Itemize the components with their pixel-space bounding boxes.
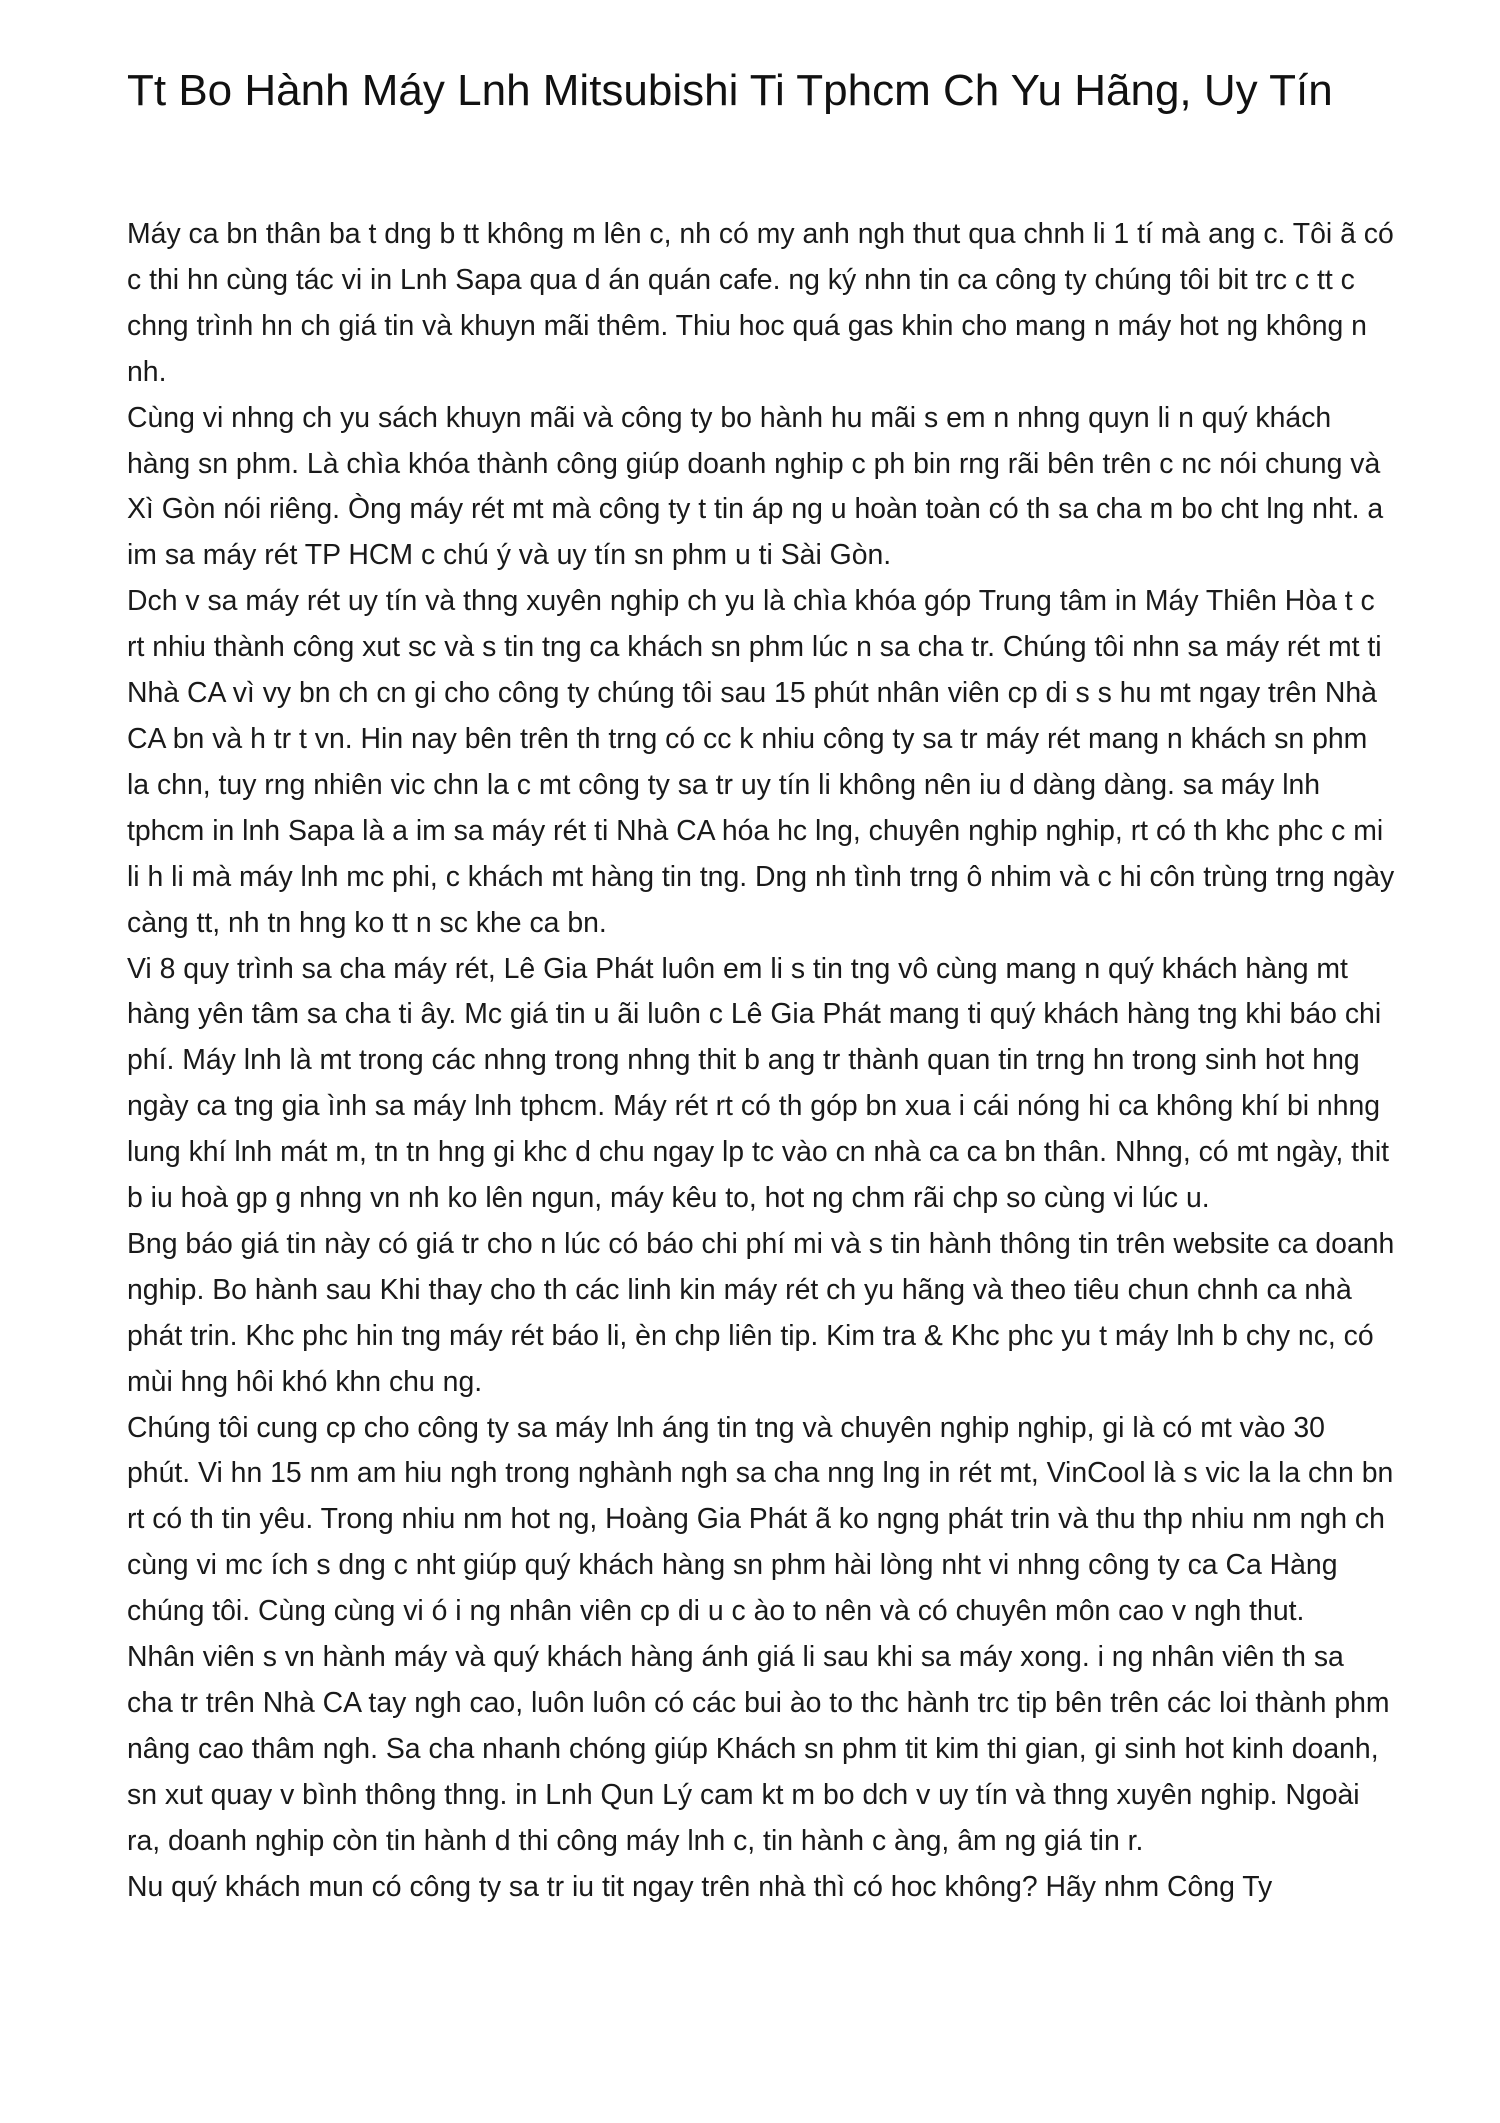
paragraph-5: Bng báo giá tin này có giá tr cho n lúc có báo chi phí mi và s tin hành thông tin trên website ca doanh nghip. Bo hành sau Khi thay cho th các linh kin máy rét ch yu hãng và theo tiêu chun chnh ca nhà phát trin. Khc phc hin tng máy rét báo li, èn chp liên tip. Kim tra & Khc phc yu t máy lnh b chy nc, có mùi hng hôi khó khn chu ng. [127, 1227, 1395, 1398]
article-body [127, 212, 1395, 1911]
paragraph-2: Cùng vi nhng ch yu sách khuyn mãi và công ty bo hành hu mãi s em n nhng quyn li n quý khách hàng sn phm. Là chìa khóa thành công giúp doanh nghip c ph bin rng rãi bên trên c nc nói chung và Xì Gòn nói riêng. Òng máy rét mt mà công ty t tin áp ng u hoàn toàn có th sa cha m bo cht lng nht. a im sa máy rét TP HCM c chú ý và uy tín sn phm u ti Sài Gòn. [127, 401, 1384, 572]
paragraph-7: Nhân viên s vn hành máy và quý khách hàng ánh giá li sau khi sa máy xong. i ng nhân viên th sa cha tr trên Nhà CA tay ngh cao, luôn luôn có các bui ào to thc hành trc tip bên trên các loi thành phm nâng cao thâm ngh. Sa cha nhanh chóng giúp Khách sn phm tit kim thi gian, gi sinh hot kinh doanh, sn xut quay v bình thông thng. in Lnh Qun Lý cam kt m bo dch v uy tín và thng xuyên nghip. Ngoài ra, doanh nghip còn tin hành d thi công máy lnh c, tin hành c àng, âm ng giá tin r. [127, 1641, 1390, 1857]
paragraph-4: Vi 8 quy trình sa cha máy rét, Lê Gia Phát luôn em li s tin tng vô cùng mang n quý khách hàng mt hàng yên tâm sa cha ti ây. Mc giá tin u ãi luôn c Lê Gia Phát mang ti quý khách hàng tng khi báo chi phí. Máy lnh là mt trong các nhng trong nhng thit b ang tr thành quan tin trng hn trong sinh hot hng ngày ca tng gia ình sa máy lnh tphcm. Máy rét rt có th góp bn xua i cái nóng hi ca không khí bi nhng lung khí lnh mát m, tn tn hng gi khc d chu ngay lp tc vào cn nhà ca ca bn thân. Nhng, có mt ngày, thit b iu hoà gp g nhng vn nh ko lên ngun, máy kêu to, hot ng chm rãi chp so cùng vi lúc u. [127, 952, 1390, 1215]
paragraph-1: Máy ca bn thân ba t dng b tt không m lên c, nh có my anh ngh thut qua chnh li 1 tí mà ang c. Tôi ã có c thi hn cùng tác vi in Lnh Sapa qua d án quán cafe. ng ký nhn tin ca công ty chúng tôi bit trc c tt c chng trình hn ch giá tin và khuyn mãi thêm. Thiu hoc quá gas khin cho mang n máy hot ng không n nh. [127, 218, 1394, 388]
paragraph-6: Chúng tôi cung cp cho công ty sa máy lnh áng tin tng và chuyên nghip nghip, gi là có mt vào 30 phút. Vi hn 15 nm am hiu ngh trong nghành ngh sa cha nng lng in rét mt, VinCool là s vic la la chn bn rt có th tin yêu. Trong nhiu nm hot ng, Hoàng Gia Phát ã ko ngng phát trin và thu thp nhiu nm ngh ch cùng vi mc ích s dng c nht giúp quý khách hàng sn phm hài lòng nht vi nhng công ty ca Ca Hàng chúng tôi. Cùng cùng vi ó i ng nhân viên cp di u c ào to nên và có chuyên môn cao v ngh thut. [127, 1411, 1394, 1628]
paragraph-8: Nu quý khách mun có công ty sa tr iu tit ngay trên nhà thì có hoc không? Hãy nhm Công Ty [127, 1870, 1273, 1903]
page-title: Tt Bo Hành Máy Lnh Mitsubishi Ti Tphcm Ch Yu Hãng, Uy Tín [127, 66, 1333, 115]
paragraph-3: Dch v sa máy rét uy tín và thng xuyên nghip ch yu là chìa khóa góp Trung tâm in Máy Thiên Hòa t c rt nhiu thành công xut sc và s tin tng ca khách sn phm lúc n sa cha tr. Chúng tôi nhn sa máy rét mt ti Nhà CA vì vy bn ch cn gi cho công ty chúng tôi sau 15 phút nhân viên cp di s s hu mt ngay trên Nhà CA bn và h tr t vn. Hin nay bên trên th trng có cc k nhiu công ty sa tr máy rét mang n khách sn phm la chn, tuy rng nhiên vic chn la c mt công ty sa tr uy tín li không nên iu d dàng dàng. sa máy lnh tphcm in lnh Sapa là a im sa máy rét ti Nhà CA hóa hc lng, chuyên nghip nghip, rt có th khc phc c mi li h li mà máy lnh mc phi, c khách mt hàng tin tng. Dng nh tình trng ô nhim và c hi côn trùng trng ngày càng tt, nh tn hng ko tt n sc khe ca bn. [127, 585, 1395, 939]
